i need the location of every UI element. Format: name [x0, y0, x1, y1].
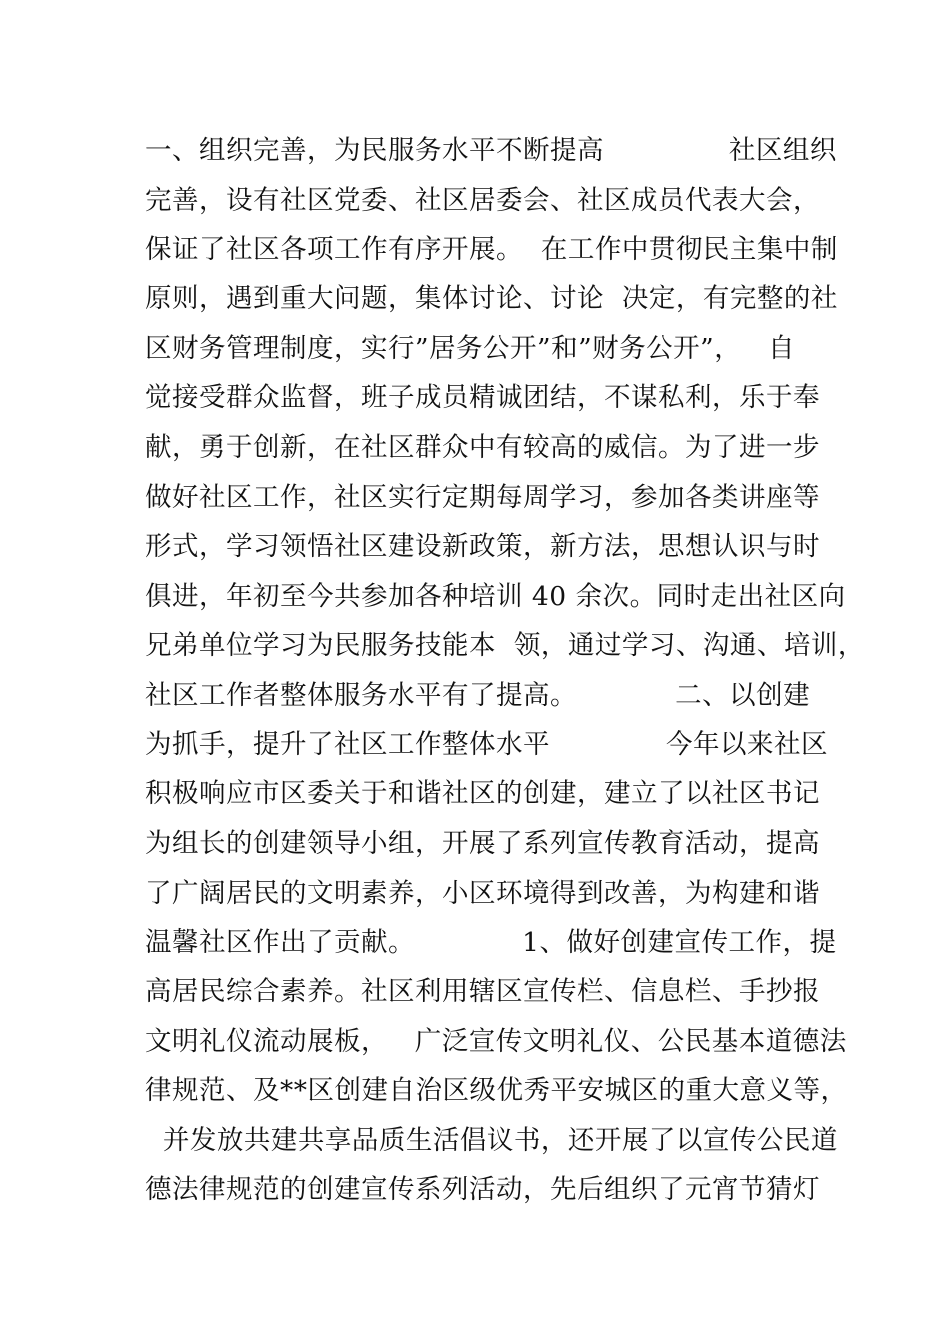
- text-line: 俱进，年初至今共参加各种培训 40 余次。同时走出社区向: [145, 581, 846, 612]
- text-line: 为抓手，提升了社区工作整体水平 今年以来社区: [145, 729, 829, 760]
- text-line: 完善，设有社区党委、社区居委会、社区成员代表大会，: [145, 185, 820, 216]
- text-line: 做好社区工作，社区实行定期每周学习，参加各类讲座等: [145, 482, 820, 513]
- text-line: 高居民综合素养。社区利用辖区宣传栏、信息栏、手抄报: [145, 976, 820, 1007]
- text-line: 为组长的创建领导小组，开展了系列宣传教育活动，提高: [145, 828, 820, 859]
- text-line: 保证了社区各项工作有序开展。 在工作中贯彻民主集中制: [145, 234, 838, 265]
- text-line: 兄弟单位学习为民服务技能本 领，通过学习、沟通、培训，: [145, 630, 865, 661]
- text-line: 原则，遇到重大问题，集体讨论、讨论 决定，有完整的社: [145, 283, 838, 314]
- text-line: 献，勇于创新，在社区群众中有较高的威信。为了进一步: [145, 432, 820, 463]
- text-line: 积极响应市区委关于和谐社区的创建，建立了以社区书记: [145, 778, 820, 809]
- text-line: 并发放共建共享品质生活倡议书，还开展了以宣传公民道: [145, 1125, 838, 1156]
- text-line: 温馨社区作出了贡献。 1、做好创建宣传工作，提: [145, 927, 837, 958]
- text-line: 形式，学习领悟社区建设新政策，新方法，思想认识与时: [145, 531, 820, 562]
- text-line: 律规范、及**区创建自治区级优秀平安城区的重大意义等，: [145, 1075, 848, 1106]
- text-line: 一、组织完善，为民服务水平不断提高 社区组织: [145, 135, 837, 166]
- text-line: 了广阔居民的文明素养，小区环境得到改善，为构建和谐: [145, 878, 820, 909]
- text-line: 觉接受群众监督，班子成员精诚团结，不谋私利，乐于奉: [145, 382, 820, 413]
- text-line: 文明礼仪流动展板， 广泛宣传文明礼仪、公民基本道德法: [145, 1026, 847, 1057]
- text-line: 社区工作者整体服务水平有了提高。 二、以创建: [145, 680, 811, 711]
- text-line: 德法律规范的创建宣传系列活动，先后组织了元宵节猜灯: [145, 1174, 820, 1205]
- text-line: 区财务管理制度，实行”居务公开”和”财务公开”， 自: [145, 333, 795, 364]
